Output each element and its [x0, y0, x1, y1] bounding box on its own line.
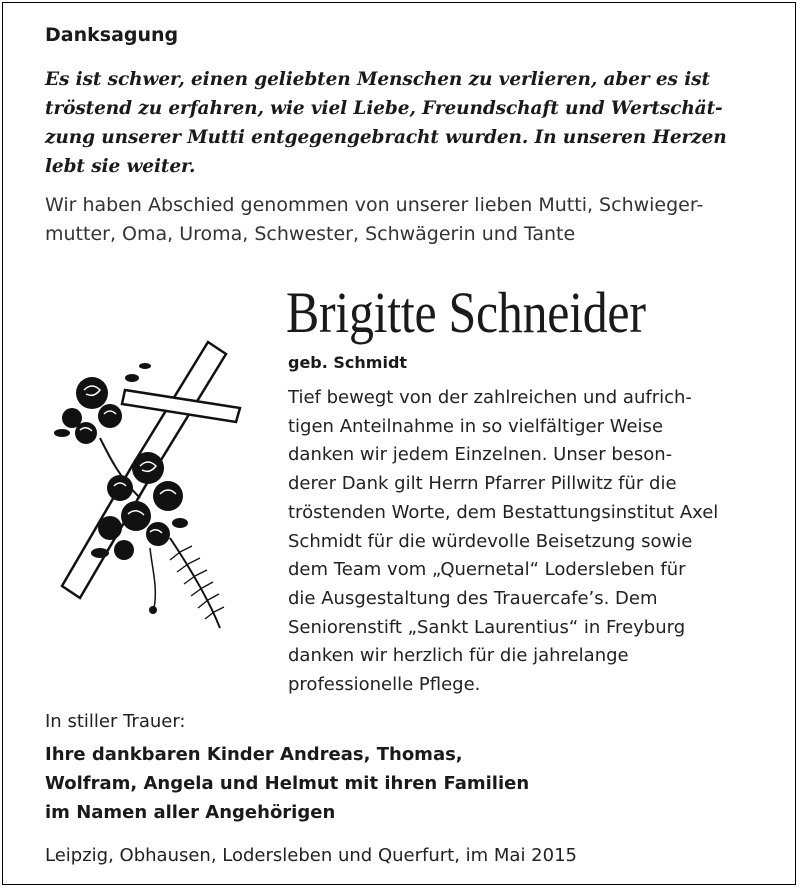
signer-line: Ihre dankbaren Kinder Andreas, Thomas,	[45, 744, 463, 765]
intro-text	[45, 191, 703, 249]
condolence-quote	[45, 65, 765, 181]
body-line: Seniorenstift „Sankt Laurentius“ in Freyburg	[288, 616, 686, 638]
signers	[45, 740, 529, 827]
body-line: Schmidt für die würdevolle Beisetzung sowie	[288, 530, 693, 552]
signer-line: im Namen aller Angehörigen	[45, 802, 336, 823]
intro-line: mutter, Oma, Uroma, Schwester, Schwägerin und Tante	[45, 223, 576, 245]
body-line: danken wir herzlich für die jahrelange	[288, 645, 629, 667]
thank-you-text	[288, 384, 718, 700]
quote-line: lebt sie weiter.	[45, 156, 196, 177]
body-line: tigen Anteilnahme in so vielfältiger Weise	[288, 415, 664, 437]
quote-line: zung unserer Mutti entgegengebracht wurden. In unseren Herzen	[45, 127, 727, 148]
quote-line: tröstend zu erfahren, wie viel Liebe, Freundschaft und Wertschät-	[45, 98, 723, 119]
body-line: dem Team vom „Quernetal“ Lodersleben für	[288, 559, 686, 581]
mourning-label: In stiller Trauer:	[45, 711, 186, 732]
body-line: professionelle Pflege.	[288, 674, 481, 696]
signer-line: Wolfram, Angela und Helmut mit ihren Familien	[45, 773, 530, 794]
intro-line: Wir haben Abschied genommen von unserer lieben Mutti, Schwieger-	[45, 194, 704, 216]
place-date: Leipzig, Obhausen, Lodersleben und Querfurt, im Mai 2015	[45, 845, 577, 866]
notice-heading: Danksagung	[45, 24, 179, 46]
body-line: die Ausgestaltung des Trauercafe’s. Dem	[288, 587, 658, 609]
deceased-name: Brigitte Schneider	[286, 280, 646, 345]
birth-name: geb. Schmidt	[288, 353, 408, 372]
body-line: danken wir jedem Einzelnen. Unser beson-	[288, 444, 673, 466]
quote-line: Es ist schwer, einen geliebten Menschen zu verlieren, aber es ist	[45, 69, 710, 90]
body-line: tröstenden Worte, dem Bestattungsinstitut Axel	[288, 501, 719, 523]
body-line: Tief bewegt von der zahlreichen und aufrich-	[288, 387, 692, 408]
body-line: derer Dank gilt Herrn Pfarrer Pillwitz für die	[288, 473, 677, 495]
cross-with-roses-icon	[40, 338, 255, 638]
